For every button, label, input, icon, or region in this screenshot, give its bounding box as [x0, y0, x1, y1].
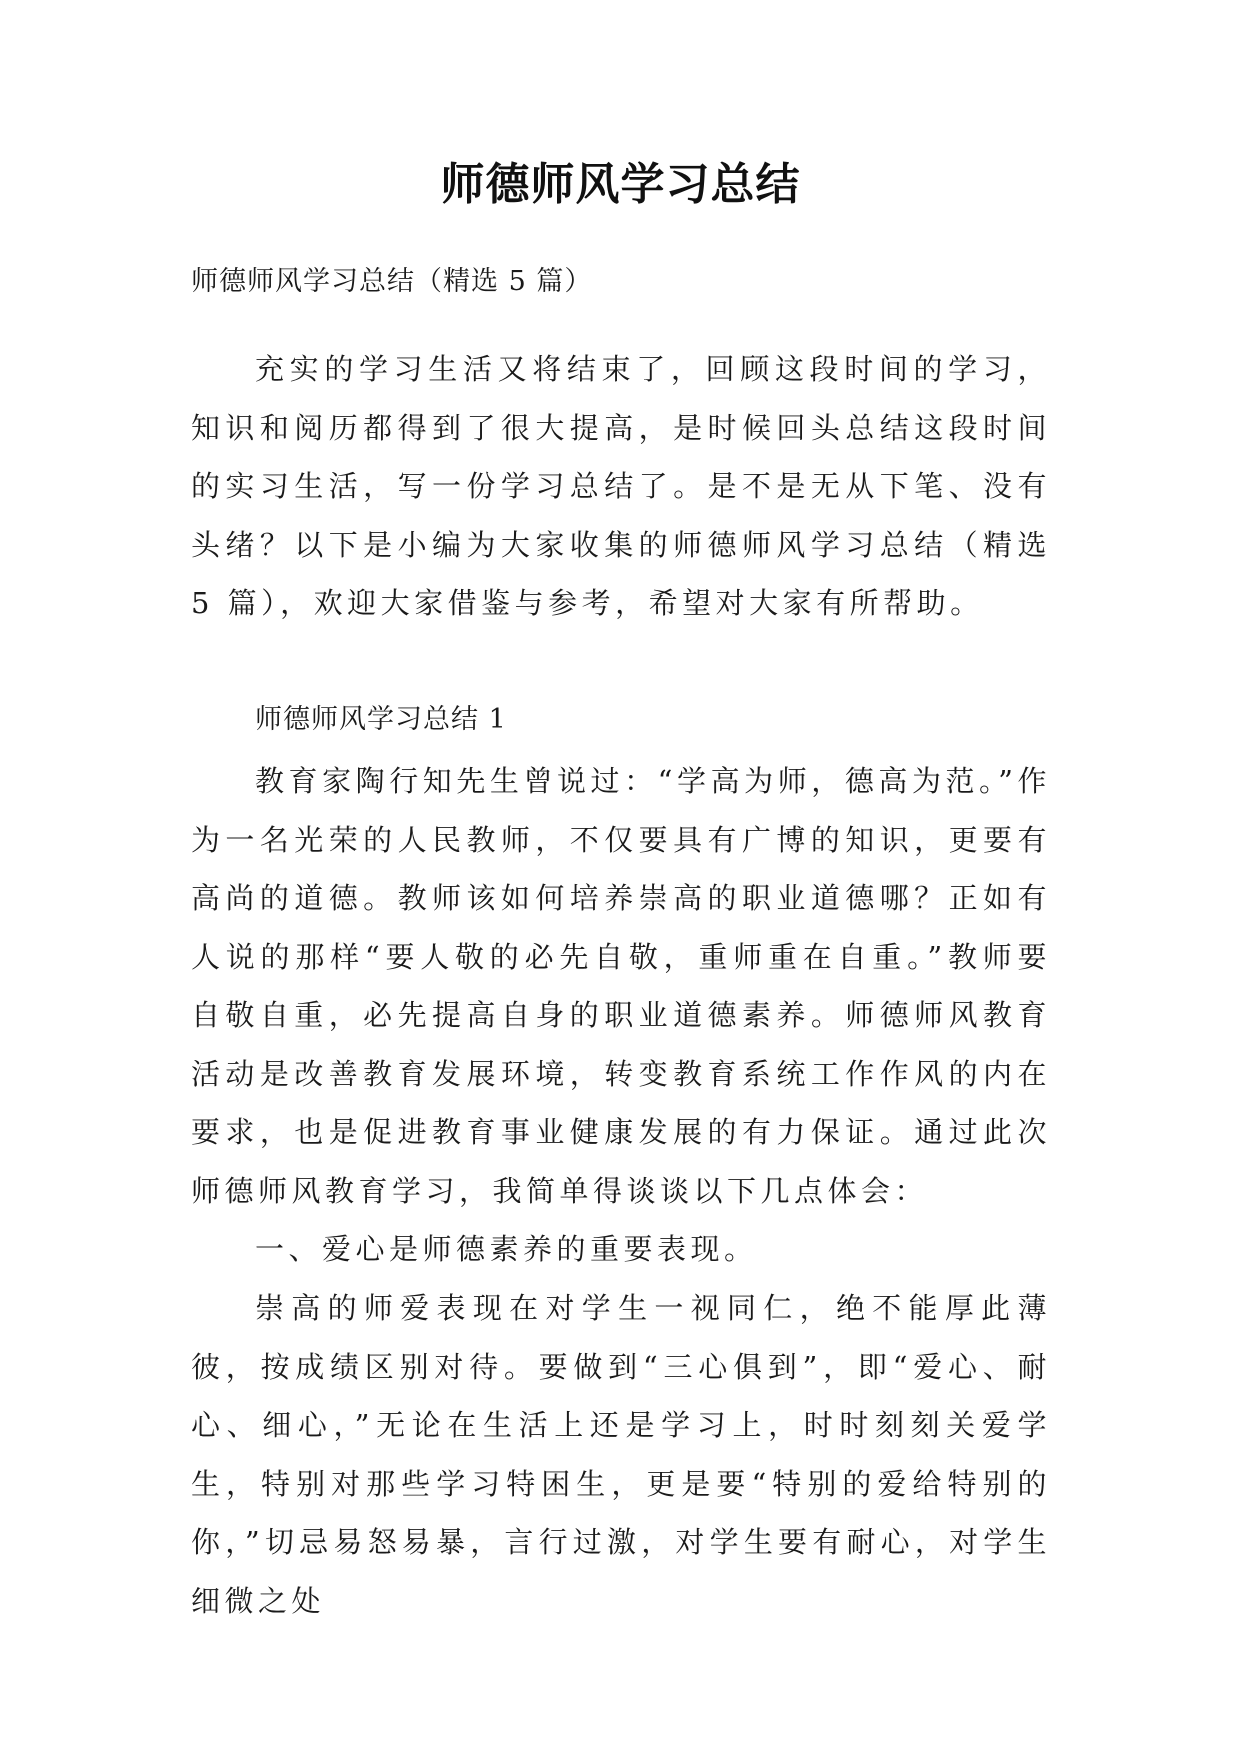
document-subtitle: 师德师风学习总结（精选 5 篇）	[191, 266, 593, 297]
section-heading: 师德师风学习总结 1	[255, 704, 507, 735]
body-paragraph-2: 崇高的师爱表现在对学生一视同仁，绝不能厚此薄彼，按成绩区别对待。要做到“三心俱到”，即“爱心、耐心、细心，”无论在生活上还是学习上，时时刻刻关爱学生，特别对那些学习特困生，更是要“特别的爱给特别的你，”切忌易怒易暴，言行过激，对学生要有耐心，对学生细微之处	[191, 1291, 1051, 1618]
body-paragraph-1: 教育家陶行知先生曾说过：“学高为师，德高为范。”作为一名光荣的人民教师，不仅要具有广博的知识，更要有高尚的道德。教师该如何培养崇高的职业道德哪？正如有人说的那样“要人敬的必先自敬，重师重在自重。”教师要自敬自重，必先提高自身的职业道德素养。师德师风教育活动是改善教育发展环境，转变教育系统工作作风的内在要求，也是促进教育事业健康发展的有力保证。通过此次师德师风教育学习，我简单得谈谈以下几点体会：	[191, 764, 1051, 1208]
document-title: 师德师风学习总结	[440, 159, 801, 210]
point-heading-1: 一、爱心是师德素养的重要表现。	[255, 1232, 758, 1266]
intro-paragraph: 充实的学习生活又将结束了，回顾这段时间的学习，知识和阅历都得到了很大提高，是时候回头总结这段时间的实习生活，写一份学习总结了。是不是无从下笔、没有头绪？以下是小编为大家收集的师德师风学习总结（精选 5 篇），欢迎大家借鉴与参考，希望对大家有所帮助。	[191, 352, 1051, 620]
